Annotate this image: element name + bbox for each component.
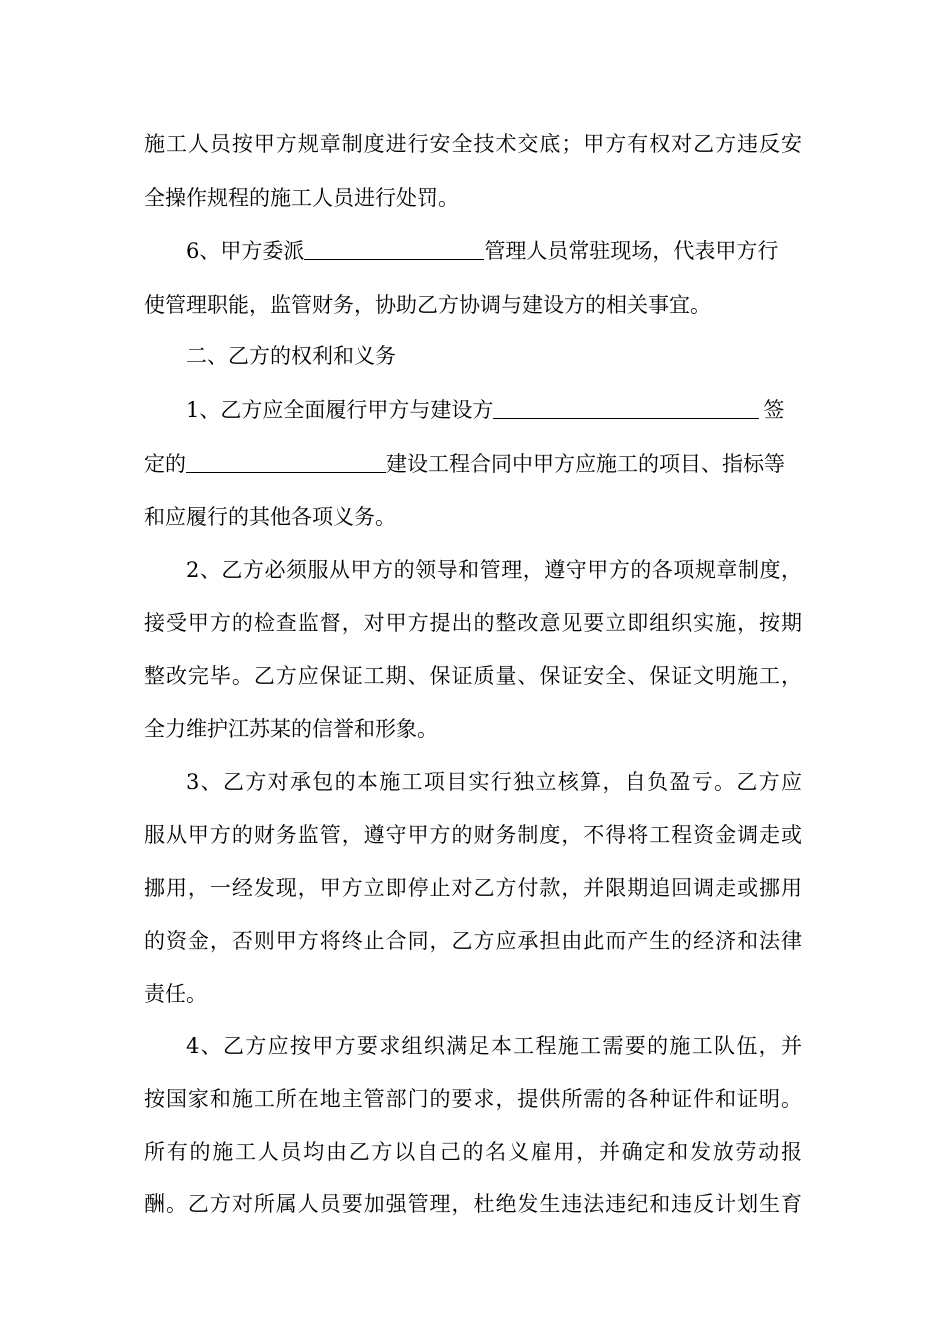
doc-text: 2、乙方必须服从甲方的领导和管理，遵守甲方的各项规章制度， <box>186 558 802 582</box>
doc-line <box>144 820 802 850</box>
doc-text: 使管理职能，监管财务，协助乙方协调与建设方的相关事宜。 <box>144 293 711 317</box>
section-heading <box>186 341 396 371</box>
doc-line <box>144 1137 802 1167</box>
doc-text: 施工人员按甲方规章制度进行安全技术交底；甲方有权对乙方违反安 <box>144 132 802 156</box>
doc-text: 和应履行的其他各项义务。 <box>144 505 396 529</box>
doc-line <box>144 183 459 213</box>
doc-line <box>144 873 802 903</box>
doc-line <box>144 608 802 638</box>
doc-line <box>144 979 207 1009</box>
doc-line <box>186 767 802 797</box>
doc-line <box>144 502 396 532</box>
doc-line <box>144 714 438 744</box>
fill-in-blank[interactable] <box>186 450 386 473</box>
doc-text: 按国家和施工所在地主管部门的要求，提供所需的各种证件和证明。 <box>144 1087 802 1111</box>
doc-line <box>186 236 778 266</box>
doc-text: 挪用，一经发现，甲方立即停止对乙方付款，并限期追回调走或挪用 <box>144 876 802 900</box>
doc-text: 4、乙方应按甲方要求组织满足本工程施工需要的施工队伍，并 <box>186 1034 802 1058</box>
doc-text: 全操作规程的施工人员进行处罚。 <box>144 186 459 210</box>
doc-line <box>144 1189 802 1219</box>
doc-text: 全力维护江苏某的信誉和形象。 <box>144 717 438 741</box>
doc-text: 服从甲方的财务监管，遵守甲方的财务制度，不得将工程资金调走或 <box>144 823 802 847</box>
doc-text: 定的 <box>144 452 186 476</box>
doc-text: 二、乙方的权利和义务 <box>186 344 396 368</box>
doc-text: 1、乙方应全面履行甲方与建设方 <box>186 398 494 422</box>
doc-text: 责任。 <box>144 982 207 1006</box>
fill-in-blank[interactable] <box>493 396 759 419</box>
doc-line <box>144 926 802 956</box>
doc-line <box>144 290 711 320</box>
doc-line <box>144 1084 802 1114</box>
doc-text: 管理人员常驻现场，代表甲方行 <box>484 239 779 263</box>
doc-line <box>186 395 784 425</box>
doc-text: 签 <box>763 398 785 422</box>
doc-line <box>144 129 802 159</box>
doc-text: 所有的施工人员均由乙方以自己的名义雇用，并确定和发放劳动报 <box>144 1140 802 1164</box>
doc-line <box>144 661 802 691</box>
doc-text: 整改完毕。乙方应保证工期、保证质量、保证安全、保证文明施工， <box>144 664 802 688</box>
doc-text: 酬。乙方对所属人员要加强管理，杜绝发生违法违纪和违反计划生育 <box>144 1192 802 1216</box>
doc-line <box>186 1031 802 1061</box>
doc-text: 的资金，否则甲方将终止合同，乙方应承担由此而产生的经济和法律 <box>144 929 802 953</box>
doc-text: 建设工程合同中甲方应施工的项目、指标等 <box>386 452 785 476</box>
doc-text: 接受甲方的检查监督，对甲方提出的整改意见要立即组织实施，按期 <box>144 611 802 635</box>
doc-text: 6、甲方委派 <box>186 239 305 263</box>
doc-text: 3、乙方对承包的本施工项目实行独立核算，自负盈亏。乙方应 <box>186 770 802 794</box>
fill-in-blank[interactable] <box>304 237 484 260</box>
doc-line <box>186 555 802 585</box>
doc-line <box>144 449 785 479</box>
